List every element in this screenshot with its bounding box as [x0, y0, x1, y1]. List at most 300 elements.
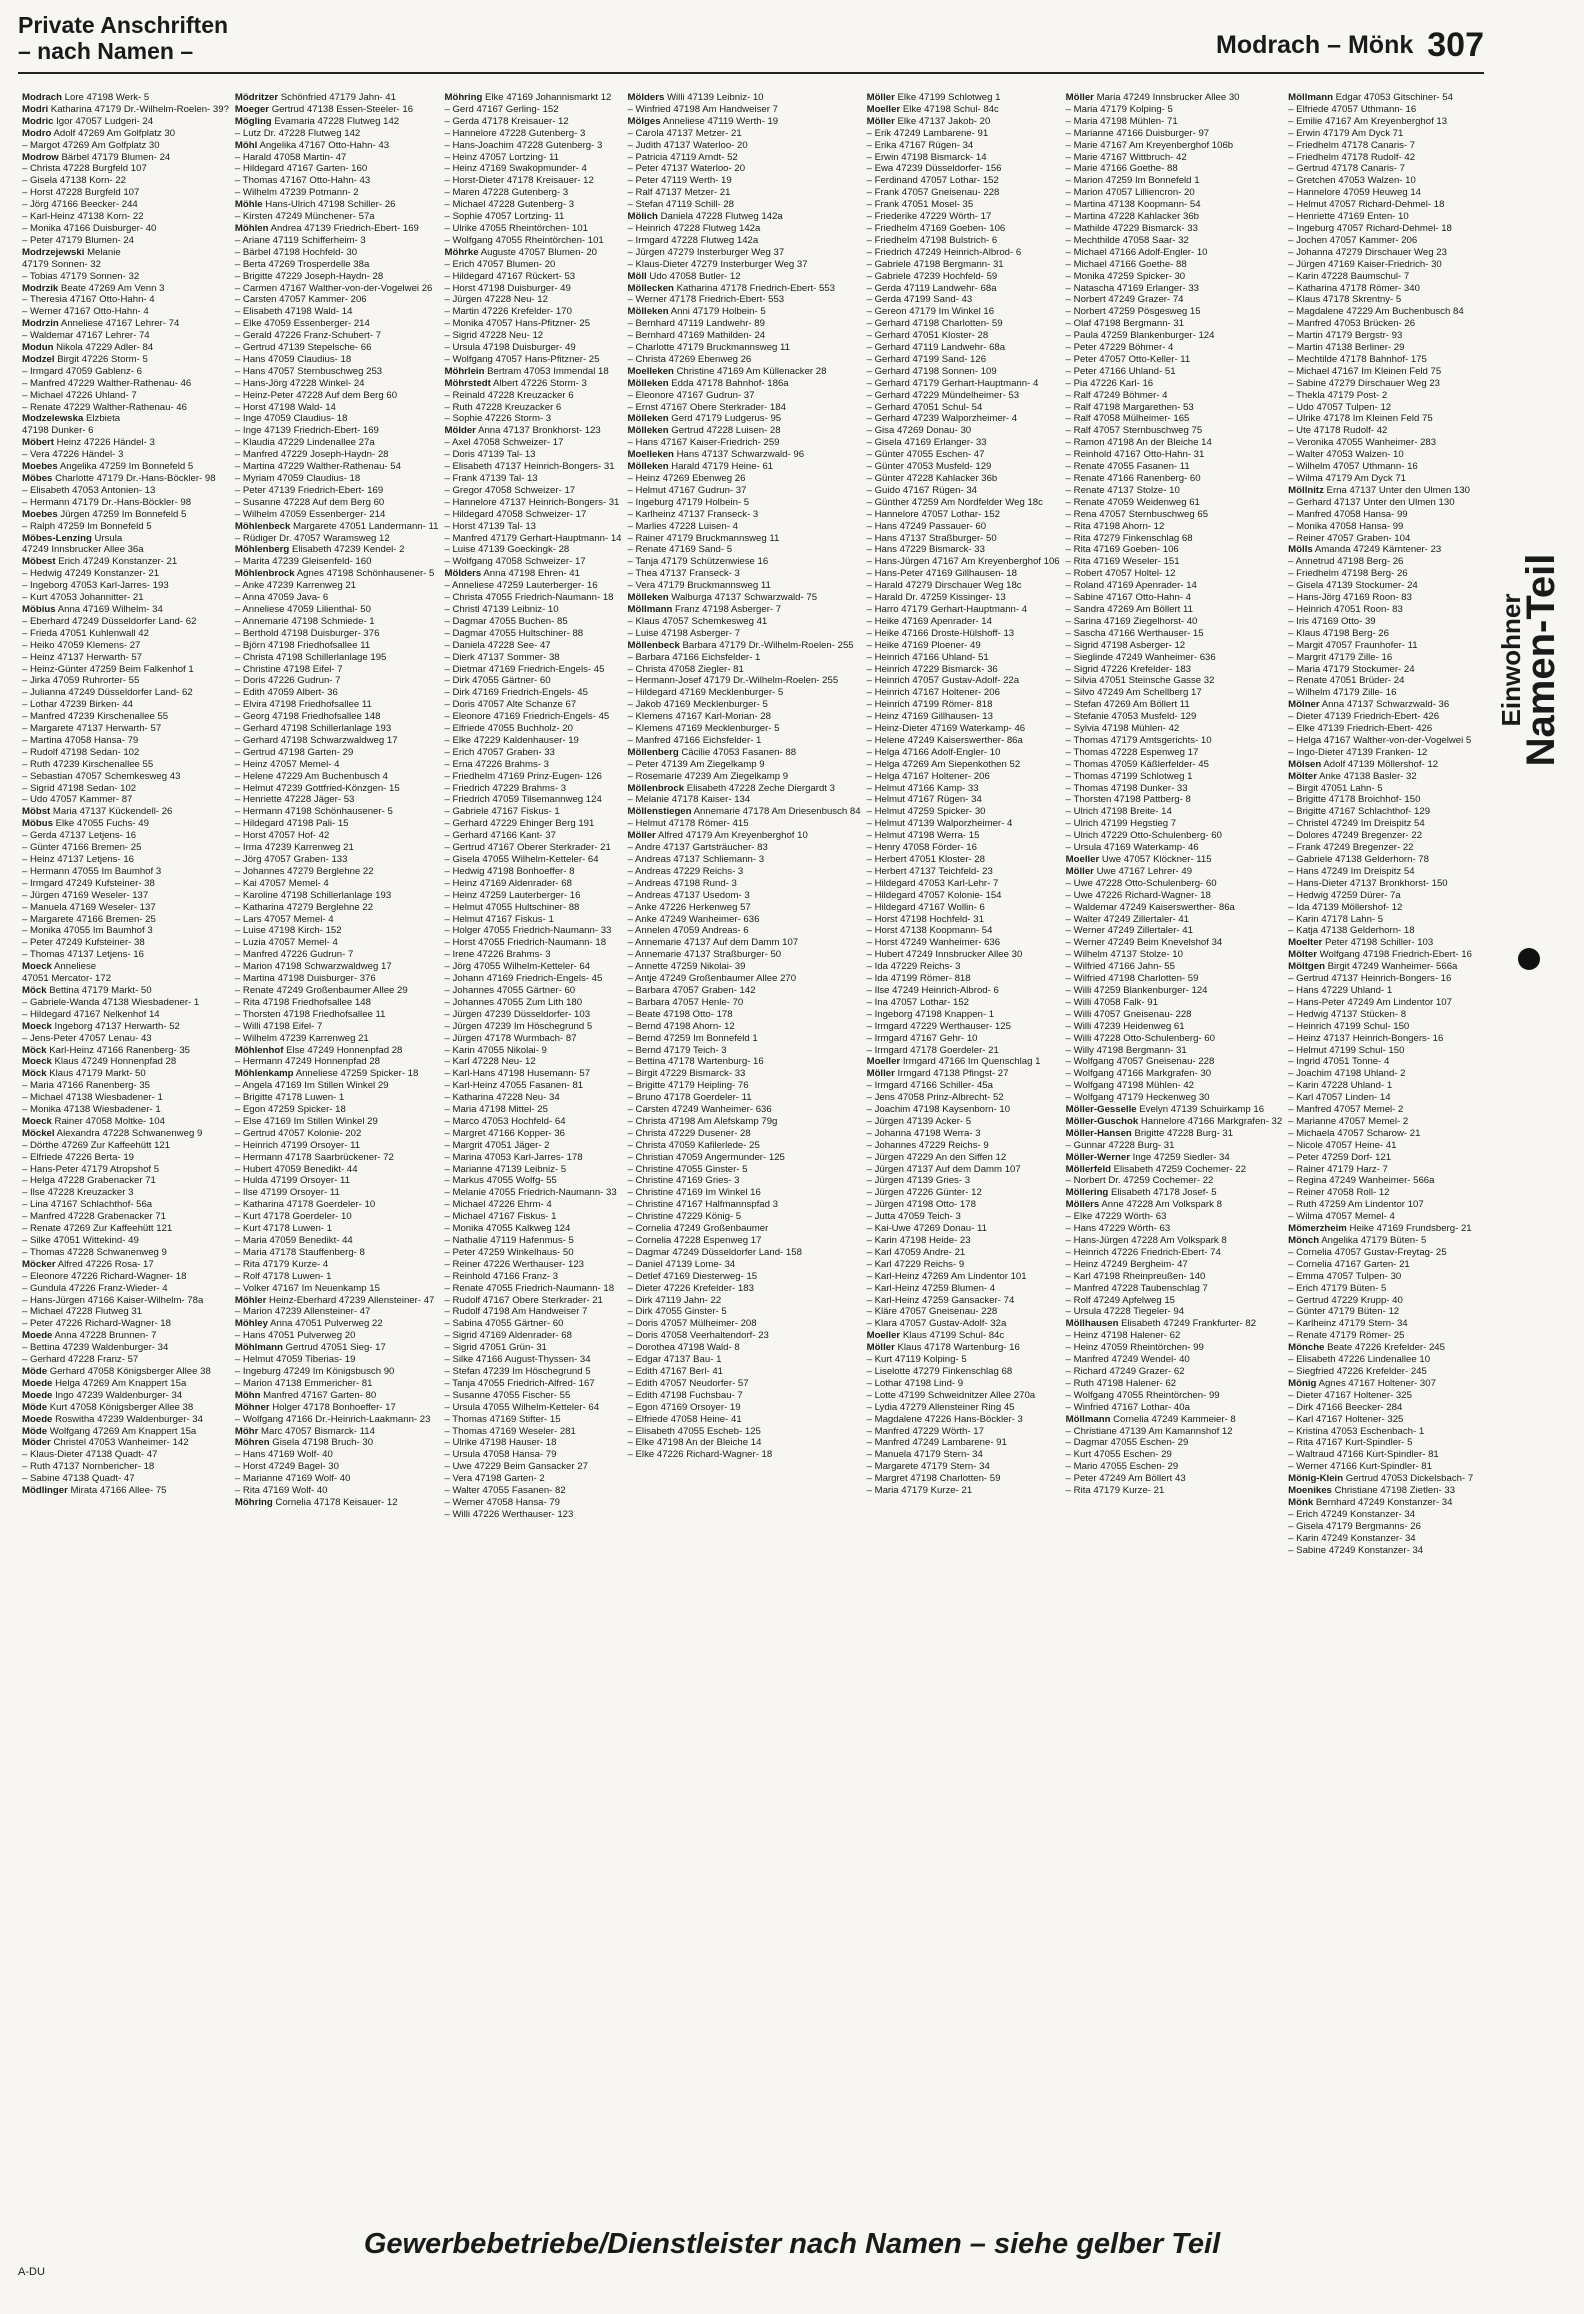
directory-entry	[1288, 1402, 1473, 1414]
directory-entry	[1066, 1283, 1283, 1295]
directory-entry	[444, 1080, 621, 1092]
entry-details: – Elke 47229 Wörth- 63	[1065, 1211, 1167, 1223]
entry-details: Erna 47137 Unter den Ulmen 130	[1326, 484, 1471, 496]
entry-details: – Thomas 47167 Otto-Hahn- 43	[234, 175, 371, 187]
entry-details: – Marie 47167 Am Kreyenberghof 106b	[1065, 139, 1234, 151]
entry-details: – Maria 47179 Stockumer- 24	[1288, 663, 1415, 675]
entry-details: Hans 47137 Schwarzwald- 96	[676, 449, 805, 461]
entry-details: Annemarie 47178 Am Driesenbusch 84	[693, 806, 861, 818]
entry-details: – Margarete 47179 Stern- 34	[866, 1461, 990, 1473]
directory-entry	[22, 354, 229, 366]
entry-details: – Hulda 47199 Orsoyer- 11	[234, 1175, 350, 1187]
entry-details: – Antje 47249 Großenbaumer Allee 270	[627, 973, 797, 985]
entry-surname: Mölders	[627, 92, 665, 103]
entry-details: – Ingeborg 47198 Knappen- 1	[866, 1008, 995, 1020]
entry-details: – Willi 47058 Falk- 91	[1065, 996, 1158, 1008]
entry-details: – Melanie 47055 Friedrich-Naumann- 33	[444, 1187, 617, 1199]
directory-entry	[235, 973, 439, 985]
entry-details: – Egon 47259 Spicker- 18	[234, 1104, 346, 1116]
directory-entry	[867, 425, 1060, 437]
directory-entry	[22, 1390, 229, 1402]
entry-details: Elisabeth 47259 Cochemer- 22	[1113, 1163, 1246, 1175]
entry-details: – Doris 47058 Veerhaltendorf- 23	[627, 1330, 769, 1342]
entry-details: – Marina 47053 Karl-Jarres- 178	[444, 1151, 583, 1163]
entry-details: Elisabeth 47178 Josef- 5	[1110, 1187, 1217, 1199]
entry-details: – Rudolf 47198 Am Handweiser 7	[444, 1306, 588, 1318]
entry-details: – Hans 47137 Straßburger- 50	[866, 532, 997, 544]
directory-entry	[628, 1366, 861, 1378]
directory-entry	[22, 1485, 229, 1497]
directory-entry	[867, 163, 1060, 175]
directory-entry	[22, 1152, 229, 1164]
entry-details: – Ina 47057 Lothar- 152	[866, 996, 969, 1008]
entry-surname: Mönig-Klein	[1288, 1473, 1344, 1485]
directory-entry	[628, 294, 861, 306]
entry-details: – Renate 47269 Zur Kaffeehütt 121	[22, 1223, 173, 1235]
entry-details: – Ralf 47058 Mülheimer- 165	[1065, 413, 1190, 425]
entry-details: – Rita 47279 Finkenschlag 68	[1065, 532, 1193, 544]
directory-entry	[444, 1259, 621, 1271]
directory-entry	[235, 1402, 439, 1414]
entry-surname: Moeller	[866, 1330, 901, 1342]
bullet-dot-icon	[1518, 948, 1540, 970]
directory-entry	[1288, 914, 1473, 926]
entry-details: – Robert 47057 Holtel- 12	[1065, 568, 1176, 580]
directory-entry	[444, 1211, 621, 1223]
entry-details: – Gerhard 47199 Sand- 126	[866, 353, 987, 365]
directory-entry	[444, 1342, 621, 1354]
entry-details: – Roland 47169 Apenrader- 14	[1065, 580, 1197, 592]
entry-details: – Thomas 47059 Käßlerfelder- 45	[1065, 758, 1209, 770]
directory-entry	[867, 1080, 1060, 1092]
entry-details: – Heinz 47169 Gillhausen- 13	[866, 711, 993, 723]
entry-details: – Anke 47249 Wanheimer- 636	[627, 913, 760, 925]
directory-entry	[235, 402, 439, 414]
entry-details: – Monika 47057 Hans-Pfitzner- 25	[444, 318, 591, 330]
entry-details: – Gregor 47058 Schweizer- 17	[444, 484, 576, 496]
directory-entry	[1066, 1461, 1283, 1473]
directory-entry	[867, 342, 1060, 354]
directory-entry	[235, 1223, 439, 1235]
directory-entry	[628, 1378, 861, 1390]
entry-surname: Möhn	[234, 1389, 261, 1401]
entry-details: – Johannes 47229 Reichs- 9	[866, 1139, 989, 1151]
directory-entry	[867, 1104, 1060, 1116]
entry-details: – Marianne 47139 Leibniz- 5	[444, 1163, 567, 1175]
directory-entry	[867, 878, 1060, 890]
entry-details: – Ramon 47198 An der Bleiche 14	[1065, 437, 1212, 449]
entry-details: – Klaus-Dieter 47279 Insterburger Weg 37	[627, 258, 808, 270]
directory-entry	[628, 413, 861, 425]
directory-entry	[444, 199, 621, 211]
directory-column	[1288, 92, 1473, 2230]
directory-entry	[628, 1021, 861, 1033]
directory-entry	[444, 1223, 621, 1235]
entry-details: – Norbert 47249 Grazer- 74	[1065, 294, 1184, 306]
directory-entry	[235, 1068, 439, 1080]
entry-surname: Modrow	[22, 151, 59, 163]
directory-entry	[867, 497, 1060, 509]
directory-entry	[628, 675, 861, 687]
entry-details: – Barbara 47166 Eichsfelder- 1	[627, 651, 761, 663]
entry-details: Kurt 47058 Königsberger Allee 38	[49, 1401, 194, 1413]
directory-entry	[235, 1247, 439, 1259]
entry-details: – Helga 47269 Am Siepenkothen 52	[866, 758, 1021, 770]
entry-details: 47051 Mercator- 172	[22, 973, 112, 985]
entry-details: – Margarete 47137 Herwarth- 57	[22, 723, 162, 735]
entry-details: – Reinhold 47166 Franz- 3	[444, 1270, 559, 1282]
entry-details: – Olaf 47198 Bergmann- 31	[1065, 318, 1185, 330]
directory-entry	[1066, 163, 1283, 175]
directory-entry	[444, 1461, 621, 1473]
directory-entry	[1288, 616, 1473, 628]
entry-surname: Möller	[1065, 92, 1094, 103]
entry-details: – Heinz 47057 Memel- 4	[234, 758, 340, 770]
entry-details: Adolf 47269 Am Golfplatz 30	[53, 127, 176, 139]
directory-entry	[1066, 794, 1283, 806]
directory-entry	[444, 1247, 621, 1259]
directory-entry	[628, 1140, 861, 1152]
entry-details: – Christl 47139 Leibniz- 10	[444, 603, 559, 615]
entry-details: – Liselotte 47279 Finkenschlag 68	[866, 1365, 1013, 1377]
directory-entry	[1066, 1187, 1283, 1199]
entry-details: – Günter 47228 Kahlacker 36b	[866, 473, 998, 484]
directory-entry	[628, 1330, 861, 1342]
entry-details: – Reinhold 47167 Otto-Hahn- 31	[1065, 449, 1205, 461]
entry-details: – Friedhelm 47198 Berg- 26	[1288, 568, 1408, 580]
entry-surname: Moelleken	[627, 449, 674, 461]
entry-details: – Gerhard 47198 Charlotten- 59	[866, 318, 1003, 330]
entry-details: – Irmgard 47166 Schiller- 45a	[866, 1080, 993, 1092]
entry-surname: Modzelewska	[22, 413, 84, 425]
entry-details: – Ida 47229 Reichs- 3	[866, 961, 961, 973]
entry-details: Birgit 47226 Storm- 5	[57, 353, 148, 365]
entry-details: – Wilhelm 47137 Stolze- 10	[1065, 949, 1183, 961]
entry-details: – Manfred 47058 Hansa- 99	[1288, 508, 1408, 520]
directory-entry	[235, 914, 439, 926]
entry-details: – Hermann 47178 Saarbrückener- 72	[234, 1151, 394, 1163]
entry-details: – Ingeburg 47057 Richard-Dehmel- 18	[1288, 222, 1452, 234]
entry-details: – Hedwig 47249 Konstanzer- 21	[22, 568, 160, 580]
entry-details: – Hans-Peter 47169 Gillhausen- 18	[866, 568, 1017, 580]
directory-entry	[1288, 937, 1473, 949]
directory-entry	[235, 556, 439, 568]
directory-entry	[1288, 294, 1473, 306]
directory-entry	[1066, 366, 1283, 378]
entry-details: – Helmut 47057 Richard-Dehmel- 18	[1288, 199, 1445, 211]
entry-details: – Annemarie 47137 Straßburger- 50	[627, 949, 782, 961]
entry-details: – Ulrike 47198 Hauser- 18	[444, 1437, 557, 1449]
directory-entry	[1066, 735, 1283, 747]
entry-details: – Erich 47057 Graben- 33	[444, 746, 555, 758]
directory-entry	[235, 235, 439, 247]
directory-entry	[444, 1283, 621, 1295]
directory-entry	[1066, 806, 1283, 818]
entry-details: Klaus 47178 Wartenburg- 16	[897, 1342, 1020, 1354]
directory-entry	[235, 163, 439, 175]
directory-entry	[1066, 1199, 1283, 1211]
directory-entry	[444, 128, 621, 140]
entry-details: – Ruth 47137 Nornbericher- 18	[22, 1461, 155, 1473]
entry-details: – Marianne 47057 Memel- 2	[1288, 1115, 1409, 1127]
directory-entry	[628, 378, 861, 390]
entry-details: – Sascha 47166 Werthauser- 15	[1065, 627, 1204, 639]
entry-details: Nikola 47229 Adler- 84	[56, 342, 154, 354]
entry-details: – Horst 47057 Hof- 42	[234, 830, 330, 842]
entry-details: – Horst 47198 Wald- 14	[234, 401, 336, 413]
entry-surname: Möhlenbeck	[234, 520, 291, 532]
entry-details: – Renate 47059 Weidenweg 61	[1065, 496, 1200, 508]
entry-details: – Martina 47198 Duisburger- 376	[234, 973, 376, 985]
entry-details: Edgar 47053 Gitschiner- 54	[1335, 92, 1453, 103]
entry-details: – Gisela 47138 Korn- 22	[22, 175, 126, 187]
directory-entry	[628, 711, 861, 723]
entry-details: – Sabine 47279 Dirschauer Weg 23	[1288, 377, 1440, 389]
directory-entry	[444, 675, 621, 687]
directory-entry	[867, 1128, 1060, 1140]
directory-entry	[444, 354, 621, 366]
entry-details: – Edith 47167 Berl- 41	[627, 1365, 724, 1377]
directory-entry	[867, 1259, 1060, 1271]
directory-entry	[22, 699, 229, 711]
entry-details: – Hans-Peter 47249 Am Lindentor 107	[1288, 996, 1452, 1008]
directory-entry	[1288, 283, 1473, 295]
entry-details: – Hildegard 47167 Rückert- 53	[444, 270, 576, 282]
directory-entry	[867, 187, 1060, 199]
directory-entry	[628, 1283, 861, 1295]
entry-details: – Harald 47279 Dirschauer Weg 18c	[866, 580, 1022, 592]
entry-surname: Möller	[1065, 865, 1094, 877]
entry-details: – Elfriede 47226 Berta- 19	[22, 1151, 135, 1163]
directory-entry	[628, 973, 861, 985]
directory-entry	[1066, 259, 1283, 271]
directory-entry	[867, 1295, 1060, 1307]
entry-details: – Jochen 47057 Kammer- 206	[1288, 234, 1418, 246]
directory-entry	[444, 402, 621, 414]
directory-entry	[1066, 1033, 1283, 1045]
directory-entry	[867, 366, 1060, 378]
directory-entry	[867, 925, 1060, 937]
entry-surname: Möhlenkamp	[234, 1068, 294, 1080]
directory-entry	[444, 735, 621, 747]
entry-details: Gerhard 47058 Königsberger Allee 38	[49, 1365, 211, 1377]
entry-details: – Heike 47169 Apenrader- 14	[866, 615, 992, 627]
directory-entry	[1288, 985, 1473, 997]
directory-entry	[628, 1056, 861, 1068]
entry-details: – Hans-Jörg 47169 Roon- 83	[1288, 592, 1412, 604]
directory-entry	[867, 830, 1060, 842]
entry-details: – Karin 47249 Konstanzer- 34	[1288, 1532, 1416, 1544]
entry-details: – Günter 47055 Eschen- 47	[866, 449, 985, 461]
directory-entry	[444, 1187, 621, 1199]
directory-entry	[628, 1235, 861, 1247]
directory-entry	[444, 997, 621, 1009]
directory-entry	[235, 175, 439, 187]
entry-details: Gertrud 47053 Dickelsbach- 7	[1345, 1473, 1474, 1485]
entry-details: Helga 47269 Am Knappert 15a	[55, 1377, 187, 1389]
directory-entry	[867, 711, 1060, 723]
entry-details: Marc 47057 Bismarck- 114	[261, 1425, 375, 1437]
entry-details: – Peter 47057 Otto-Keller- 11	[1065, 353, 1191, 365]
directory-entry	[22, 723, 229, 735]
directory-entry	[628, 878, 861, 890]
entry-details: – Margit 47057 Fraunhofer- 11	[1288, 639, 1418, 651]
directory-entry	[235, 1461, 439, 1473]
entry-details: – Margret 47198 Charlotten- 59	[866, 1473, 1001, 1485]
entry-details: – Mathilde 47229 Bismarck- 33	[1065, 222, 1198, 234]
entry-details: – Karl 47228 Neu- 12	[444, 1056, 536, 1068]
entry-surname: Möller-Werner	[1065, 1151, 1130, 1163]
directory-entry	[22, 544, 229, 556]
directory-entry	[22, 533, 229, 545]
entry-details: – Elke 47059 Essenberger- 214	[234, 318, 370, 330]
directory-entry	[1288, 1473, 1473, 1485]
entry-details: – Berta 47269 Trosperdelle 38a	[234, 258, 370, 270]
entry-details: – Elvira 47198 Friedhofsallee 11	[234, 699, 372, 711]
directory-entry	[444, 544, 621, 556]
entry-details: – Ida 47139 Möllershof- 12	[1288, 901, 1403, 913]
entry-details: – Manuela 47179 Stern- 34	[866, 1449, 983, 1461]
entry-details: – Christine 47167 Halfmannspfad 3	[627, 1199, 778, 1211]
entry-details: – Peter 47119 Werth- 19	[627, 175, 732, 187]
entry-details: – Christine 47055 Ginster- 5	[627, 1163, 748, 1175]
entry-details: – Elisabeth 47226 Lindenallee 10	[1288, 1354, 1431, 1366]
entry-details: – Ingeburg 47249 Im Königsbusch 90	[234, 1365, 395, 1377]
directory-entry	[867, 771, 1060, 783]
directory-entry	[1288, 223, 1473, 235]
entry-details: – Lydia 47279 Allensteiner Ring 45	[866, 1401, 1015, 1413]
entry-details: 47198 Dunker- 6	[22, 425, 94, 437]
directory-entry	[1066, 961, 1283, 973]
directory-entry	[1066, 747, 1283, 759]
entry-details: – Lothar 47239 Birken- 44	[22, 699, 133, 711]
entry-details: – Gereon 47179 Im Winkel 16	[866, 306, 995, 318]
directory-entry	[1066, 1140, 1283, 1152]
directory-entry	[444, 699, 621, 711]
entry-details: – Jörg 47055 Wilhelm-Ketteler- 64	[444, 961, 591, 973]
entry-details: – Gundula 47226 Franz-Wieder- 4	[22, 1282, 168, 1294]
entry-details: – Axel 47058 Schweizer- 17	[444, 437, 564, 449]
entry-details: – Bernd 47179 Teich- 3	[627, 1044, 727, 1056]
directory-entry	[1288, 806, 1473, 818]
entry-details: – Heinz 47137 Letjens- 16	[22, 854, 135, 865]
entry-details: Bertram 47053 Immendal 18	[487, 365, 609, 377]
entry-details: Alfred 47179 Am Kreyenberghof 10	[657, 830, 808, 842]
directory-entry	[1288, 1342, 1473, 1354]
directory-entry	[235, 390, 439, 402]
directory-entry	[1066, 509, 1283, 521]
entry-details: – Heinz 47137 Heinrich-Bongers- 16	[1288, 1032, 1444, 1044]
entry-details: – Joachim 47198 Kaysenborn- 10	[866, 1104, 1011, 1116]
entry-details: – Christa 47198 Schillerlanlage 195	[234, 651, 387, 663]
directory-entry	[1066, 1021, 1283, 1033]
directory-entry	[444, 866, 621, 878]
directory-entry	[867, 473, 1060, 485]
directory-entry	[1288, 580, 1473, 592]
directory-entry	[444, 664, 621, 676]
directory-entry	[1066, 449, 1283, 461]
entry-details: – Elisabeth 47055 Escheb- 125	[627, 1425, 761, 1437]
directory-entry	[235, 1104, 439, 1116]
directory-entry	[22, 890, 229, 902]
directory-entry	[235, 925, 439, 937]
directory-entry	[22, 271, 229, 283]
directory-column	[22, 92, 229, 2230]
directory-entry	[444, 747, 621, 759]
entry-details: – Jörg 47166 Beecker- 244	[22, 199, 138, 211]
entry-details: – Hannelore 47059 Heuweg 14	[1288, 187, 1421, 199]
entry-details: – Klaus-Dieter 47138 Quadt- 47	[22, 1449, 158, 1461]
entry-surname: Mölter	[1288, 949, 1317, 961]
directory-entry	[22, 378, 229, 390]
directory-entry	[1288, 1306, 1473, 1318]
directory-entry	[444, 449, 621, 461]
entry-surname: Möller-Gesselle	[1065, 1104, 1137, 1116]
directory-entry	[1288, 425, 1473, 437]
directory-entry	[22, 759, 229, 771]
entry-details: – Jürgen 47169 Kaiser-Friedrich- 30	[1288, 258, 1442, 270]
directory-entry	[628, 1247, 861, 1259]
entry-details: – Wilfried 47198 Charlotten- 59	[1065, 973, 1199, 985]
directory-entry	[444, 949, 621, 961]
entry-surname: Möltgen	[1288, 961, 1325, 973]
directory-entry	[444, 1473, 621, 1485]
entry-details: – Karl-Heinz 47055 Fasanen- 81	[444, 1080, 584, 1092]
directory-entry	[1288, 521, 1473, 533]
entry-details: – Friedrich 47249 Heinrich-Albrod- 6	[866, 246, 1022, 258]
entry-details: – Gabriele 47198 Bergmann- 31	[866, 258, 1004, 270]
entry-details: Rainer 47058 Moltke- 104	[54, 1115, 165, 1127]
directory-entry	[22, 306, 229, 318]
entry-details: – Peter 47139 Friedrich-Ebert- 169	[234, 484, 384, 496]
entry-details: – Kai 47057 Memel- 4	[234, 877, 329, 889]
directory-entry	[628, 580, 861, 592]
directory-entry	[867, 723, 1060, 735]
entry-details: – Brigitte 47179 Heipling- 76	[627, 1080, 749, 1092]
directory-entry	[22, 818, 229, 830]
entry-details: – Katharina 47178 Römer- 340	[1288, 282, 1420, 294]
entry-details: – Bernd 47259 Im Bonnefeld 1	[627, 1032, 758, 1044]
directory-entry	[628, 568, 861, 580]
directory-entry	[444, 1128, 621, 1140]
directory-entry	[444, 1366, 621, 1378]
entry-details: – Susanne 47055 Fischer- 55	[444, 1389, 571, 1401]
directory-entry	[444, 152, 621, 164]
directory-entry	[867, 1485, 1060, 1497]
entry-details: – Annette 47259 Nikolai- 39	[627, 961, 746, 973]
directory-entry	[867, 664, 1060, 676]
entry-details: – Hildegard 47167 Nelkenhof 14	[22, 1008, 160, 1020]
entry-details: – Norbert 47259 Pösgesweg 15	[1065, 306, 1201, 318]
entry-details: Hans-Ulrich 47198 Schiller- 26	[265, 199, 396, 211]
entry-details: – Mechthilde 47058 Saar- 32	[1065, 234, 1189, 246]
directory-entry	[235, 1378, 439, 1390]
entry-surname: Moenikes	[1288, 1485, 1332, 1497]
entry-details: Christiane 47198 Zietlen- 33	[1334, 1485, 1456, 1497]
entry-details: – Christine 47198 Eifel- 7	[234, 663, 343, 675]
directory-entry	[1066, 783, 1283, 795]
entry-details: – Wilma 47057 Memel- 4	[1288, 1211, 1395, 1223]
directory-entry	[444, 1045, 621, 1057]
entry-details: – Werner 47178 Friedrich-Ebert- 553	[627, 294, 785, 306]
entry-details: – Veronika 47055 Wanheimer- 283	[1288, 437, 1437, 449]
entry-details: – Maria 47179 Kolping- 5	[1065, 103, 1173, 115]
directory-entry	[22, 1259, 229, 1271]
directory-entry	[628, 925, 861, 937]
entry-details: – Doris 47226 Gudrun- 7	[234, 675, 341, 687]
directory-entry	[867, 556, 1060, 568]
directory-entry	[444, 140, 621, 152]
